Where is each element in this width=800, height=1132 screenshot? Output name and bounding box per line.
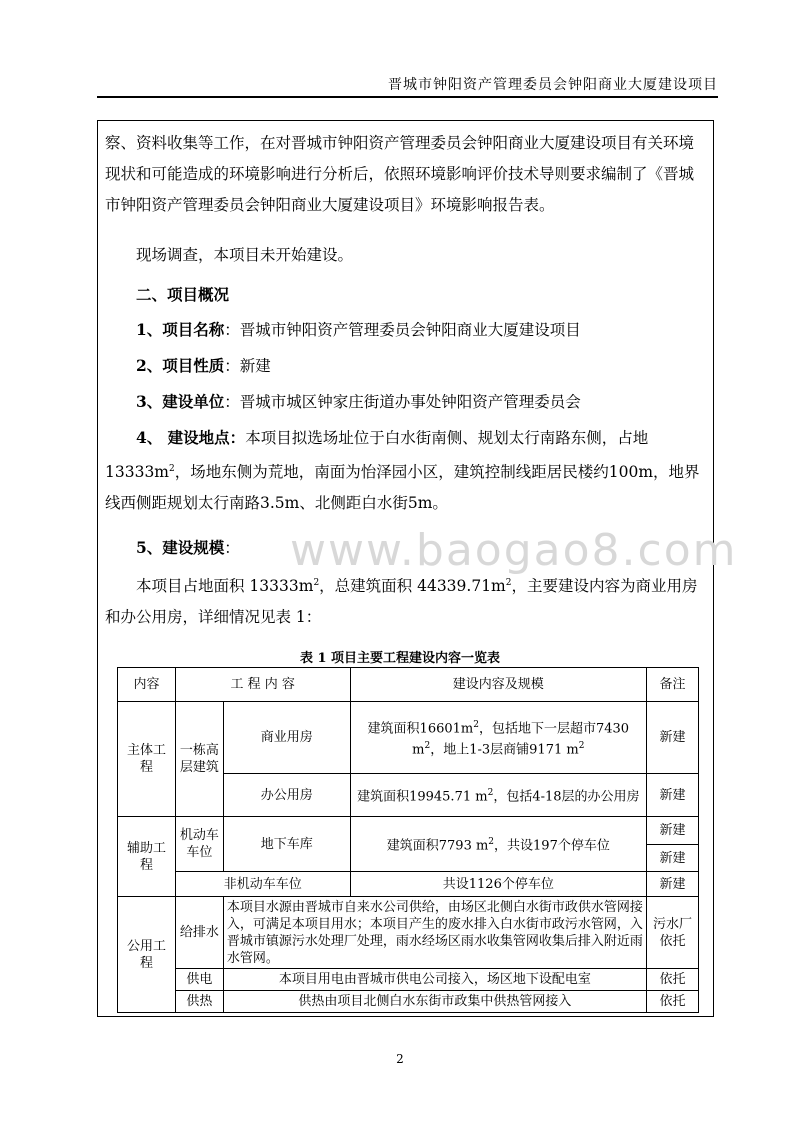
commercial-sup-2: 2 bbox=[424, 740, 431, 751]
water-desc: 本项目水源由晋城市自来水公司供给，由场区北侧白水街市政供水管网接入，可满足本项目用水；本项目产生的废水排入白水街市政污水管网，入晋城市镇源污水处理厂处理，雨水经场区雨水收集管网收集后排入附近雨水管网。 bbox=[223, 897, 646, 969]
main-subcategory: 一栋高层建筑 bbox=[175, 702, 223, 817]
scale-label: 5、建设规模 bbox=[136, 538, 225, 557]
power-name: 供电 bbox=[175, 969, 223, 991]
scale-text-c: ，主要建设内容为商业用房和办公用房，详细情况见表 1： bbox=[105, 577, 698, 627]
garage-desc-a: 建筑面积7793 m bbox=[386, 838, 489, 854]
garage-name: 地下车库 bbox=[223, 817, 350, 872]
office-sup: 2 bbox=[487, 787, 494, 798]
office-desc bbox=[350, 774, 646, 817]
section-title-text: 二、项目概况 bbox=[136, 285, 230, 304]
project-name-label: 1、项目名称 bbox=[136, 320, 225, 339]
project-nature-label: 2、项目性质 bbox=[136, 356, 225, 375]
commercial-desc-c: ，地上1-3层商铺9171 m bbox=[430, 741, 579, 757]
commercial-name: 商业用房 bbox=[223, 702, 350, 774]
page-header: 晋城市钟阳资产管理委员会钟阳商业大厦建设项目 bbox=[97, 74, 718, 98]
water-note: 污水厂依托 bbox=[647, 897, 699, 969]
commercial-note: 新建 bbox=[647, 702, 699, 774]
commercial-desc-a: 建筑面积16601m bbox=[367, 721, 474, 737]
scale-heading bbox=[105, 532, 705, 564]
commercial-sup-3: 2 bbox=[578, 740, 585, 751]
scale-paragraph bbox=[105, 568, 705, 633]
scale-text-a: 本项目占地面积 13333m bbox=[136, 577, 314, 596]
water-name: 给排水 bbox=[175, 897, 223, 969]
bike-name: 非机动车车位 bbox=[175, 872, 350, 897]
location-sup: 2 bbox=[169, 464, 175, 474]
office-desc-b: ，包括4-18层的办公用房 bbox=[493, 789, 640, 805]
project-name-value: ：晋城市钟阳资产管理委员会钟阳商业大厦建设项目 bbox=[224, 321, 581, 339]
commercial-desc-b: ，包括地下一层超市7430 m bbox=[412, 721, 630, 757]
power-desc: 本项目用电由晋城市供电公司接入，场区地下设配电室 bbox=[223, 969, 646, 991]
scale-sup-2: 2 bbox=[505, 578, 512, 588]
commercial-sup-1: 2 bbox=[473, 720, 479, 731]
garage-sup: 2 bbox=[488, 836, 495, 847]
commercial-desc bbox=[350, 702, 646, 774]
construction-unit-label: 3、建设单位 bbox=[136, 392, 225, 411]
location-value-b: ，场地东侧为荒地，南面为怡泽园小区，建筑控制线距居民楼约100m，地界线西侧距规划太行南路3.5m、北侧距白水街5m。 bbox=[105, 463, 700, 513]
construction-unit-line bbox=[105, 386, 705, 418]
table-caption: 表 1 项目主要工程建设内容一览表 bbox=[299, 651, 501, 666]
table-row bbox=[118, 991, 699, 1013]
project-nature-line bbox=[105, 350, 705, 382]
power-note: 依托 bbox=[647, 969, 699, 991]
header-engineering: 工 程 内 容 bbox=[175, 668, 350, 702]
scale-text-b: ，总建筑面积 44339.71m bbox=[319, 577, 506, 596]
main-category: 主体工程 bbox=[118, 702, 176, 817]
header-scale: 建设内容及规模 bbox=[350, 668, 646, 702]
public-category: 公用工程 bbox=[118, 897, 176, 1013]
construction-unit-value: ：晋城市城区钟家庄街道办事处钟阳资产管理委员会 bbox=[224, 393, 581, 411]
aux-category: 辅助工程 bbox=[118, 817, 176, 897]
table-header-row bbox=[118, 668, 699, 702]
watermark: www.baogao8.com bbox=[290, 525, 738, 576]
location-label: 4、 建设地点： bbox=[136, 428, 246, 447]
bike-note: 新建 bbox=[647, 872, 699, 897]
intro-paragraph: 察、资料收集等工作，在对晋城市钟阳资产管理委员会钟阳商业大厦建设项目有关环境现状和可能造成的环境影响进行分析后，依照环境影响评价技术导则要求编制了《晋城市钟阳资产管理委员会钟阳商业大厦建设项目》环境影响报告表。 bbox=[105, 134, 695, 214]
office-note: 新建 bbox=[647, 774, 699, 817]
garage-note-2: 新建 bbox=[647, 845, 699, 872]
garage-note-1: 新建 bbox=[647, 817, 699, 845]
table-row bbox=[118, 897, 699, 969]
project-table bbox=[117, 667, 699, 1013]
scale-sup-1: 2 bbox=[313, 578, 320, 588]
project-name-line bbox=[105, 314, 705, 346]
location-value-a: 本项目拟选场址位于白水街南侧、规划太行南路东侧，占地13333m bbox=[105, 429, 649, 482]
table-row bbox=[118, 817, 699, 845]
header-note: 备注 bbox=[647, 668, 699, 702]
office-desc-a: 建筑面积19945.71 m bbox=[357, 789, 488, 805]
table-row bbox=[118, 872, 699, 897]
table-row bbox=[118, 969, 699, 991]
heat-desc: 供热由项目北侧白水东街市政集中供热管网接入 bbox=[223, 991, 646, 1013]
garage-desc-b: ，共设197个停车位 bbox=[494, 838, 610, 854]
office-name: 办公用房 bbox=[223, 774, 350, 817]
page-number: 2 bbox=[396, 1052, 404, 1066]
project-nature-value: ：新建 bbox=[224, 357, 271, 375]
section-title bbox=[105, 279, 705, 311]
table-row bbox=[118, 702, 699, 774]
header-content: 内容 bbox=[118, 668, 176, 702]
garage-desc bbox=[350, 817, 646, 872]
heat-name: 供热 bbox=[175, 991, 223, 1013]
site-survey-paragraph: 现场调查，本项目未开始建设。 bbox=[136, 246, 354, 264]
bike-desc: 共设1126个停车位 bbox=[350, 872, 646, 897]
aux-subcategory: 机动车车位 bbox=[175, 817, 223, 872]
heat-note: 依托 bbox=[647, 991, 699, 1013]
location-paragraph bbox=[105, 422, 705, 519]
scale-colon: ： bbox=[224, 539, 240, 557]
